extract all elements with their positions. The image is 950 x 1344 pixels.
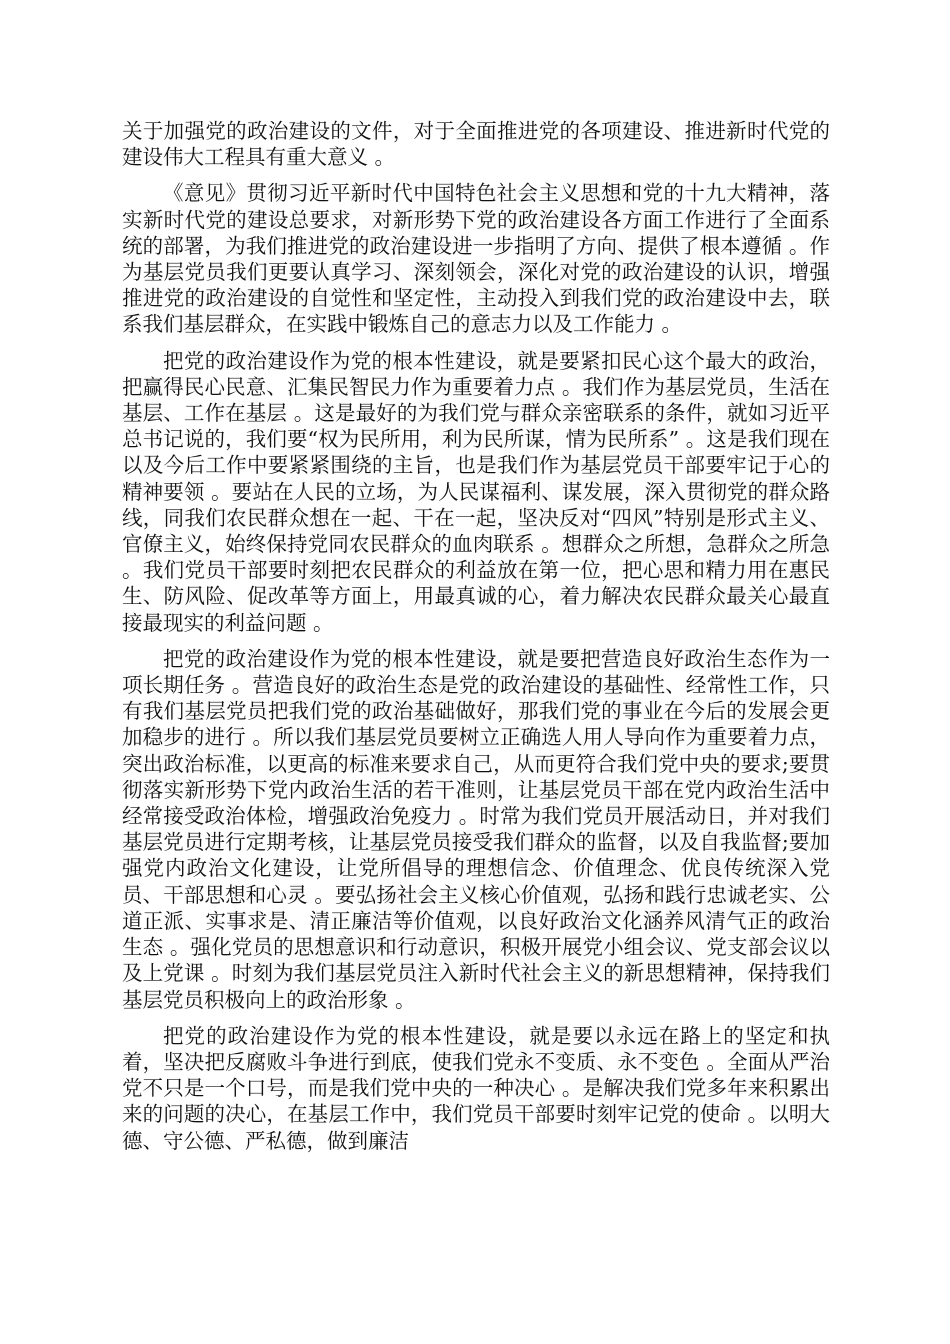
paragraph-people-centered: 把党的政治建设作为党的根本性建设，就是要紧扣民心这个最大的政治，把赢得民心民意、汇集民智民力作为重要着力点 。我们作为基层党员，生活在基层、工作在基层 。这是最好的为我们党与群众亲密联系的条件，就如习近平总书记说的，我们要“权为民所用，利为民所谋，情为民所系” 。这是我们现在以及今后工作中要紧紧围绕的主旨，也是我们作为基层党员干部要牢记于心的精神要领 。要站在人民的立场，为人民谋福利、谋发展，深入贯彻党的群众路线，同我们农民群众想在一起、干在一起，坚决反对“四风”特别是形式主义、官僚主义，始终保持党同农民群众的血肉联系 。想群众之所想，急群众之所急 。我们党员干部要时刻把农民群众的利益放在第一位，把心思和精力用在惠民生、防风险、促改革等方面上，用最真诚的心，着力解决农民群众最关心最直接最现实的利益问题 。 xyxy=(122,348,830,635)
paragraph-anti-corruption: 把党的政治建设作为党的根本性建设，就是要以永远在路上的坚定和执着，坚决把反腐败斗争进行到底，使我们党永不变质、永不变色 。全面从严治党不只是一个口号，而是我们党中央的一种决心 。是解决我们党多年来积累出来的问题的决心，在基层工作中，我们党员干部要时刻牢记党的使命 。以明大德、守公德、严私德，做到廉洁 xyxy=(122,1023,830,1153)
paragraph-intro-continuation: 关于加强党的政治建设的文件，对于全面推进党的各项建设、推进新时代党的建设伟大工程具有重大意义 。 xyxy=(122,119,830,170)
paragraph-political-ecology: 把党的政治建设作为党的根本性建设，就是要把营造良好政治生态作为一项长期任务 。营造良好的政治生态是党的政治建设的基础性、经常性工作，只有我们基层党员把我们党的政治基础做好，那我们党的事业在今后的发展会更加稳步的进行 。所以我们基层党员要树立正确选人用人导向作为重要着力点，突出政治标准，以更高的标准来要求自己，从而更符合我们党中央的要求;要贯彻落实新形势下党内政治生活的若干准则，让基层党员干部在党内政治生活中经常接受政治体检，增强政治免疫力 。时常为我们党员开展活动日，并对我们基层党员进行定期考核，让基层党员接受我们群众的监督，以及自我监督;要加强党内政治文化建设，让党所倡导的理想信念、价值理念、优良传统深入党员、干部思想和心灵 。要弘扬社会主义核心价值观，弘扬和践行忠诚老实、公道正派、实事求是、清正廉洁等价值观，以良好政治文化涵养风清气正的政治生态 。强化党员的思想意识和行动意识，积极开展党小组会议、党支部会议以及上党课 。时刻为我们基层党员注入新时代社会主义的新思想精神，保持我们基层党员积极向上的政治形象 。 xyxy=(122,646,830,1012)
paragraph-opinion: 《意见》贯彻习近平新时代中国特色社会主义思想和党的十九大精神，落实新时代党的建设总要求，对新形势下党的政治建设各方面工作进行了全面系统的部署，为我们推进党的政治建设进一步指明了方向、提供了根本遵循 。作为基层党员我们更要认真学习、深刻领会，深化对党的政治建设的认识，增强推进党的政治建设的自觉性和坚定性，主动投入到我们党的政治建设中去，联系我们基层群众，在实践中锻炼自己的意志力以及工作能力 。 xyxy=(122,181,830,337)
document-page xyxy=(122,118,830,1164)
